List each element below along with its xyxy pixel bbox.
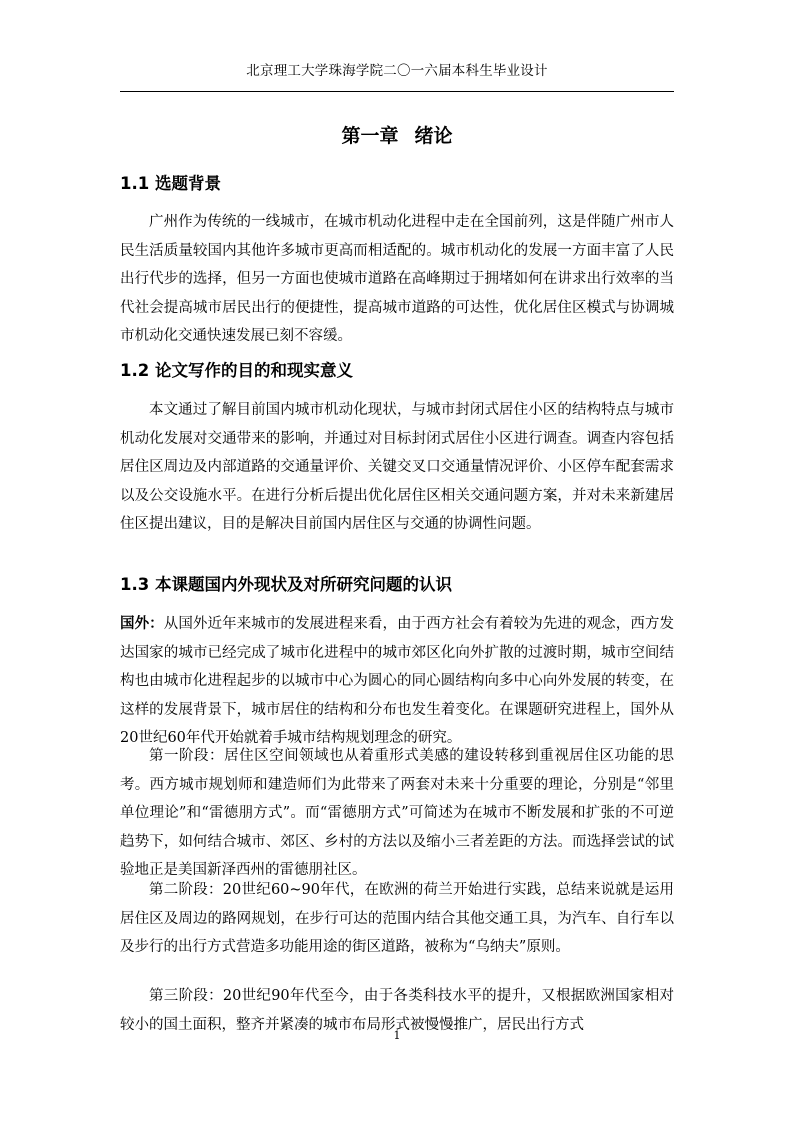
running-header: 北京理工大学珠海学院二〇一六届本科生毕业设计	[246, 63, 548, 79]
chapter-title	[120, 121, 674, 148]
paragraph-background: 广州作为传统的一线城市，在城市机动化进程中走在全国前列，这是伴随广州市人民生活质量较国内其他许多城市更高而相适配的。城市机动化的发展一方面丰富了人民出行代步的选择，但另一方面也使城市道路在高峰期过于拥堵如何在讲求出行效率的当代社会提高城市居民出行的便捷性，提高城市道路的可达性，优化居住区模式与协调城市机动化交通快速发展已刻不容缓。	[120, 214, 674, 344]
paragraph-stage-3: 第三阶段：20世纪90年代至今，由于各类科技水平的提升，又根据欧洲国家相对较小的国土面积，整齐并紧凑的城市布局形式被慢慢推广，居民出行方式	[120, 988, 674, 1033]
chapter-number: 第一章	[341, 125, 399, 147]
abroad-text: 从国外近年来城市的发展进程来看，由于西方社会有着较为先进的观念，西方发达国家的城市已经完成了城市化进程中的城市郊区化向外扩散的过渡时期，城市空间结构也由城市化进程起步的以城市中心为圆心的同心圆结构向多中心向外发展的转变，在这样的发展背景下，城市居住的结构和分布也发生着变化。在课题研究进程上，国外从20世纪60年代开始就着手城市结构规划理念的研究。	[120, 616, 675, 746]
paragraph-stage-1: 第一阶段：居住区空间领域也从着重形式美感的建设转移到重视居住区功能的思考。西方城市规划师和建造师们为此带来了两套对未来十分重要的理论，分别是“邻里单位理论”和“雷德朋方式”。而“雷德朋方式”可简述为在城市不断发展和扩张的不可逆趋势下，如何结合城市、郊区、乡村的方法以及缩小三者差距的方法。而选择尝试的试验地正是美国新泽西州的雷德朋社区。	[120, 748, 674, 878]
paragraph-abroad	[120, 610, 674, 753]
section-heading-1-3: 1.3 本课题国内外现状及对所研究问题的认识	[120, 575, 452, 594]
abroad-label: 国外：	[120, 615, 164, 632]
section-heading-1-2: 1.2 论文写作的目的和现实意义	[120, 361, 353, 380]
paragraph-stage-2: 第二阶段：20世纪60~90年代，在欧洲的荷兰开始进行实践，总结来说就是运用居住区及周边的路网规划，在步行可达的范围内结合其他交通工具，为汽车、自行车以及步行的出行方式营造多功能用途的街区道路，被称为“乌纳夫”原则。	[120, 882, 674, 955]
section-heading-1-1: 1.1 选题背景	[120, 174, 221, 193]
page-number: 1	[393, 1029, 401, 1042]
chapter-name: 绪论	[414, 125, 453, 147]
paragraph-purpose: 本文通过了解目前国内城市机动化现状，与城市封闭式居住小区的结构特点与城市机动化发展对交通带来的影响，并通过对目标封闭式居住小区进行调查。调查内容包括居住区周边及内部道路的交通量评价、关键交叉口交通量情况评价、小区停车配套需求以及公交设施水平。在进行分析后提出优化居住区相关交通问题方案，并对未来新建居住区提出建议，目的是解决目前国内居住区与交通的协调性问题。	[120, 402, 674, 532]
header-rule	[120, 91, 674, 92]
